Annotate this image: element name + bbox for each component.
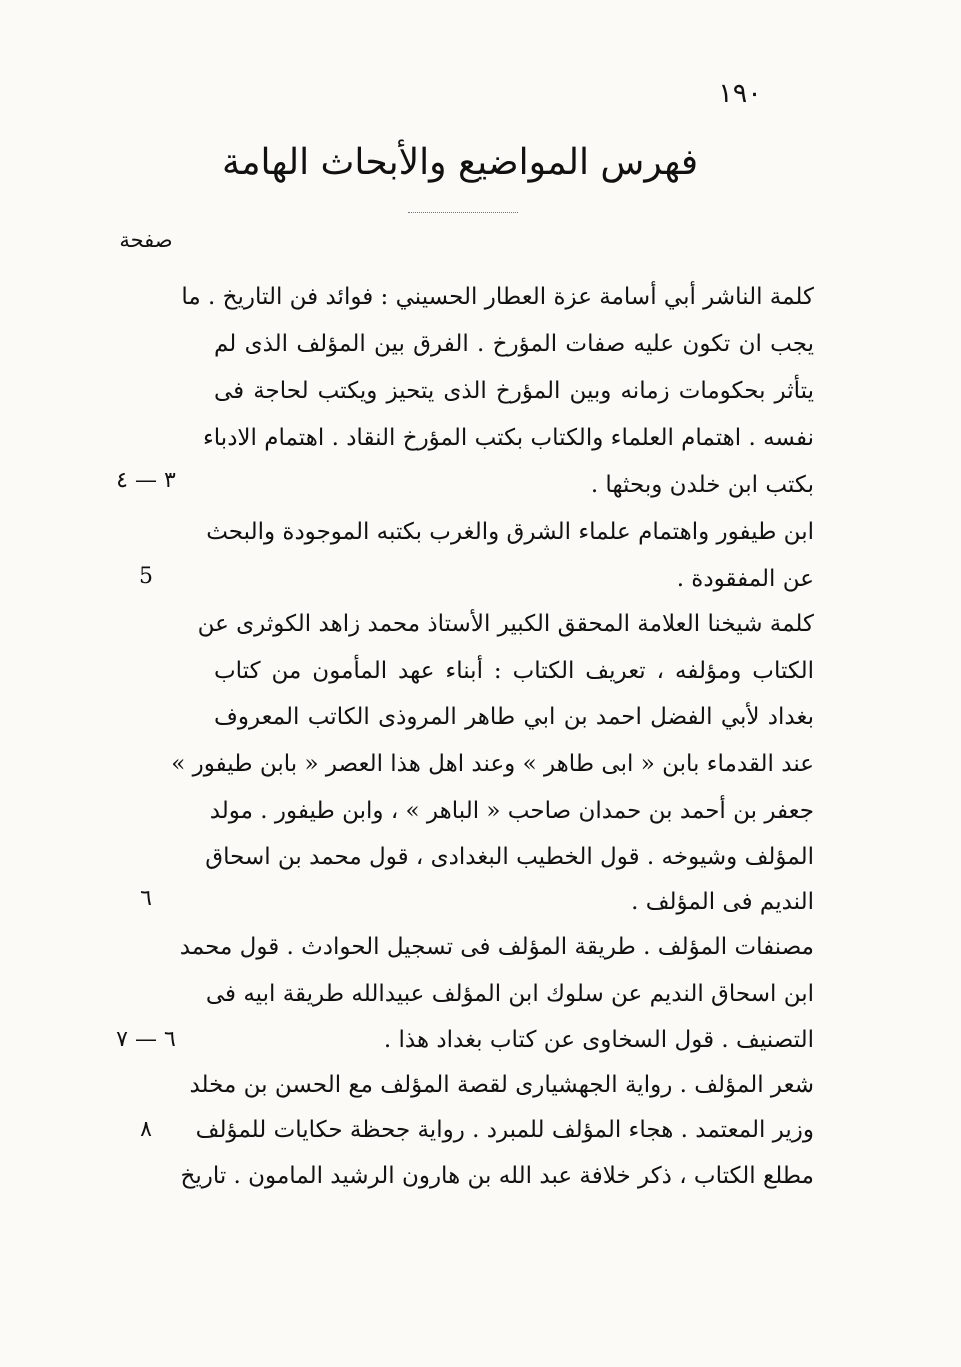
index-line: شعر المؤلف . رواية الجهشيارى لقصة المؤلف مع الحسن بن مخلد: [189, 1072, 814, 1098]
index-line: كلمة شيخنا العلامة المحقق الكبير الأستاذ محمد زاهد الكوثرى عن: [197, 611, 814, 637]
index-line: جعفر بن أحمد بن حمدان صاحب « الباهر » ، وابن طيفور . مولد: [209, 798, 814, 824]
index-line: بغداد لأبي الفضل احمد بن ابي طاهر المروذى الكاتب المعروف: [214, 704, 814, 730]
index-line: الكتاب ومؤلفه ، تعريف الكتاب : أبناء عهد المأمون من كتاب: [214, 658, 814, 684]
index-line: يتأثر بحكومات زمانه وبين المؤرخ الذى يتحيز ويكتب لحاجة فى: [214, 378, 814, 404]
index-line: عند القدماء بابن « ابى طاهر » وعند اهل هذا العصر « بابن طيفور »: [171, 751, 814, 777]
index-line: المؤلف وشيوخه . قول الخطيب البغدادى ، قول محمد بن اسحاق: [205, 844, 814, 870]
index-line: ابن اسحاق النديم عن سلوك ابن المؤلف عبيدالله طريقة ابيه فى: [205, 981, 814, 1007]
index-line: عن المفقودة .: [676, 566, 814, 592]
index-line: بكتب ابن خلدن وبحثها .: [590, 472, 814, 498]
index-line: مطلع الكتاب ، ذكر خلافة عبد الله بن هارون الرشيد المامون . تاريخ: [180, 1163, 814, 1189]
page-title: فهرس المواضيع والأبحاث الهامة: [221, 142, 699, 183]
index-line: مصنفات المؤلف . طريقة المؤلف فى تسجيل الحوادث . قول محمد: [179, 934, 814, 960]
index-line: نفسه . اهتمام العلماء والكتاب بكتب المؤرخ النقاد . اهتمام الادباء: [202, 425, 814, 451]
index-line: النديم فى المؤلف .: [631, 889, 814, 915]
page-reference: ٦: [140, 886, 152, 911]
page-reference: ٣ — ٤: [116, 468, 176, 493]
page-reference: ٦ — ٧: [116, 1027, 176, 1052]
page-reference: 5: [139, 564, 153, 589]
index-line: كلمة الناشر أبي أسامة عزة العطار الحسيني : فوائد فن التاريخ . ما: [181, 284, 814, 310]
page-column-header: صفحة: [119, 228, 173, 252]
index-line: يجب ان تكون عليه صفات المؤرخ . الفرق بين المؤلف الذى لم: [214, 331, 814, 357]
index-line: التصنيف . قول السخاوى عن كتاب بغداد هذا .: [383, 1027, 814, 1053]
index-line: وزير المعتمد . هجاء المؤلف للمبرد . رواية جحظة حكايات للمؤلف: [195, 1117, 814, 1143]
page-reference: ٨: [140, 1117, 152, 1142]
index-line: ابن طيفور واهتمام علماء الشرق والغرب بكتبه الموجودة والبحث: [206, 519, 814, 545]
page-number: ١٩٠: [718, 78, 762, 109]
